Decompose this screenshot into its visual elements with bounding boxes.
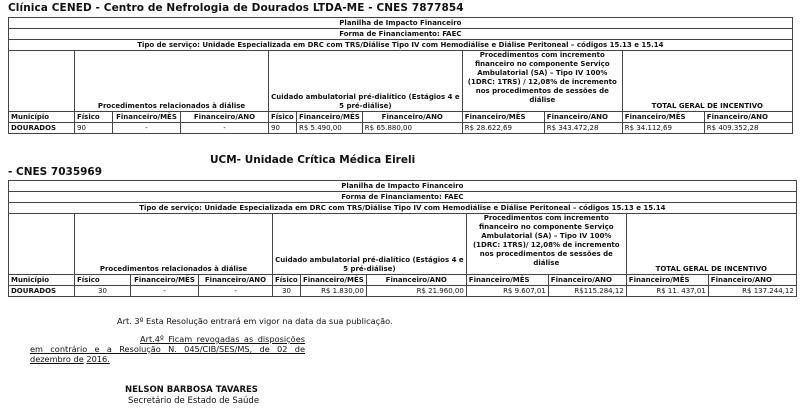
group-total: TOTAL GERAL DE INCENTIVO bbox=[626, 214, 796, 275]
cell-amb-yearly: R$ 65.880,00 bbox=[362, 123, 462, 134]
header-cell: Município bbox=[9, 112, 75, 123]
header-row bbox=[9, 112, 793, 123]
cell-total-yearly: R$ 409.352,28 bbox=[704, 123, 792, 134]
cell-physical-amb: 30 bbox=[273, 286, 301, 297]
cell-physical: 90 bbox=[75, 123, 113, 134]
cell-amb-yearly: R$ 21.960,00 bbox=[366, 286, 466, 297]
signatory-role: Secretário de Estado de Saúde bbox=[128, 396, 260, 406]
header-cell: Financeiro/MÊS bbox=[626, 275, 708, 286]
financing-form: Forma de Financiamento: FAEC bbox=[9, 29, 793, 40]
group-total: TOTAL GERAL DE INCENTIVO bbox=[622, 51, 792, 112]
cell-total-monthly: R$ 34.112,69 bbox=[622, 123, 704, 134]
cell-yearly: - bbox=[181, 123, 269, 134]
table-row bbox=[9, 123, 793, 134]
cell-inc-yearly: R$115.284,12 bbox=[548, 286, 626, 297]
cell-physical: 30 bbox=[75, 286, 131, 297]
header-cell: Financeiro/ANO bbox=[708, 275, 796, 286]
header-cell: Físico bbox=[273, 275, 301, 286]
group-ambulatory: Cuidado ambulatorial pré-dialítico (Estágios 4 e 5 pré-diálise) bbox=[273, 214, 467, 275]
cell-amb-monthly: R$ 5.490,00 bbox=[297, 123, 363, 134]
header-cell: Financeiro/ANO bbox=[199, 275, 273, 286]
cell-municipality: DOURADOS bbox=[9, 123, 75, 134]
header-cell: Financeiro/MÊS bbox=[462, 112, 544, 123]
clinic2-title: UCM- Unidade Crítica Médica Eireli bbox=[210, 154, 416, 166]
header-cell: Financeiro/MÊS bbox=[466, 275, 548, 286]
table-row bbox=[9, 286, 797, 297]
header-cell: Financeiro/ANO bbox=[544, 112, 622, 123]
header-cell: Físico bbox=[269, 112, 297, 123]
header-cell: Financeiro/ANO bbox=[366, 275, 466, 286]
header-cell: Financeiro/MÊS bbox=[297, 112, 363, 123]
cell-inc-monthly: R$ 28.622,69 bbox=[462, 123, 544, 134]
header-cell: Financeiro/MÊS bbox=[131, 275, 199, 286]
cell-physical-amb: 90 bbox=[269, 123, 297, 134]
header-cell: Financeiro/MÊS bbox=[622, 112, 704, 123]
signatory-name: NELSON BARBOSA TAVARES bbox=[125, 385, 258, 395]
financing-form: Forma de Financiamento: FAEC bbox=[9, 192, 797, 203]
cell-municipality: DOURADOS bbox=[9, 286, 75, 297]
group-increment: Procedimentos com incremento financeiro no componente Serviço Ambulatorial (SA) – Tipo IV 100% (1DRC: 1TRS)/ 12,08% de incremento nos procedimentos de sessões de diálise bbox=[466, 214, 626, 275]
group-procedures: Procedimentos relacionados à diálise bbox=[75, 214, 273, 275]
cell-amb-monthly: R$ 1.830,00 bbox=[301, 286, 367, 297]
cell-total-monthly: R$ 11. 437,01 bbox=[626, 286, 708, 297]
clinic1-title: Clínica CENED - Centro de Nefrologia de Dourados LTDA-ME - CNES 7877854 bbox=[8, 2, 464, 14]
article-4-text: Art.4º Ficam revogadas as disposições em contrário e a Resolução N. 045/CIB/SES/MS, de 02 de dezembro de bbox=[30, 334, 305, 364]
article-4-year: 2016. bbox=[86, 354, 110, 364]
clinic2-cnes: - CNES 7035969 bbox=[8, 166, 103, 178]
cell-monthly: - bbox=[131, 286, 199, 297]
group-procedures: Procedimentos relacionados à diálise bbox=[75, 51, 269, 112]
header-cell: Financeiro/ANO bbox=[362, 112, 462, 123]
cell-monthly: - bbox=[113, 123, 181, 134]
header-cell: Financeiro/ANO bbox=[181, 112, 269, 123]
article-4 bbox=[30, 334, 305, 364]
plan-title: Planilha de Impacto Financeiro bbox=[9, 181, 797, 192]
cell-total-yearly: R$ 137.244,12 bbox=[708, 286, 796, 297]
cell-inc-yearly: R$ 343.472,28 bbox=[544, 123, 622, 134]
header-cell: Físico bbox=[75, 275, 131, 286]
cell-inc-monthly: R$ 9.607,01 bbox=[466, 286, 548, 297]
group-ambulatory: Cuidado ambulatorial pré-dialítico (Estágios 4 e 5 pré-diálise) bbox=[269, 51, 463, 112]
financial-table-2 bbox=[8, 180, 797, 297]
header-cell: Financeiro/ANO bbox=[704, 112, 792, 123]
header-cell: Financeiro/MÊS bbox=[301, 275, 367, 286]
header-cell: Município bbox=[9, 275, 75, 286]
service-type: Tipo de serviço: Unidade Especializada em DRC com TRS/Diálise Tipo IV com Hemodiálise e Diálise Peritoneal – códigos 15.13 e 15.14 bbox=[9, 203, 797, 214]
header-cell: Físico bbox=[75, 112, 113, 123]
group-increment: Procedimentos com incremento financeiro no componente Serviço Ambulatorial (SA) – Tipo IV 100% (1DRC: 1TRS) / 12,08% de incremento nos procedimentos de sessões de diálise bbox=[462, 51, 622, 112]
cell-yearly: - bbox=[199, 286, 273, 297]
plan-title: Planilha de Impacto Financeiro bbox=[9, 18, 793, 29]
service-type: Tipo de serviço: Unidade Especializada em DRC com TRS/Diálise Tipo IV com Hemodiálise e Diálise Peritoneal – códigos 15.13 e 15.14 bbox=[9, 40, 793, 51]
header-cell: Financeiro/ANO bbox=[548, 275, 626, 286]
header-row bbox=[9, 275, 797, 286]
header-cell: Financeiro/MÊS bbox=[113, 112, 181, 123]
article-3: Art. 3º Esta Resolução entrará em vigor na data da sua publicação. bbox=[117, 316, 393, 326]
financial-table-1 bbox=[8, 17, 793, 134]
